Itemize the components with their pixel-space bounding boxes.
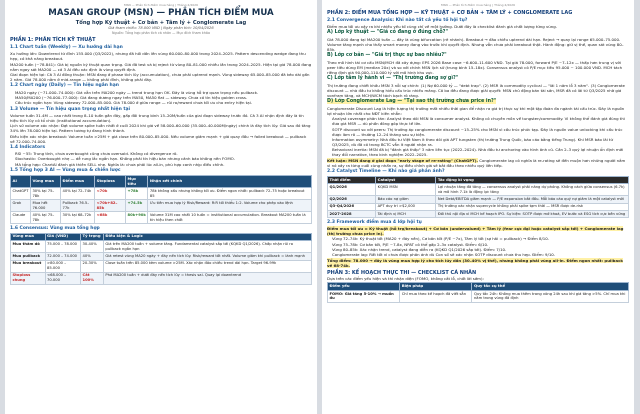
table-cell: Close tuần trên 85.000 kèm volume >25M. Xác nhận đảo chiều trend dài hạn. Target 96-99k bbox=[103, 260, 311, 272]
consensus-table bbox=[10, 233, 312, 285]
table-row bbox=[11, 200, 312, 212]
table-header-cell: Điều kiện & Logic bbox=[103, 233, 311, 240]
bullet-item: MA tổng hợp: ChartAI đánh giá thiên SELL nhẹ. Nghĩa là: chưa phải lúc all-in, phù hợp canh nhịp điều chỉnh. bbox=[15, 161, 225, 167]
table-header-cell: Giá (VND) bbox=[45, 233, 80, 240]
table-header-cell: Điểm yếu bbox=[328, 283, 400, 290]
table-header-cell: AI bbox=[11, 175, 31, 187]
table-header-cell: Vùng mua bbox=[11, 233, 46, 240]
paragraph: Giai đoạn hiện tại: Cả 3 AI đồng thuận: MSN đang ở phase tích lũy (accumulation), chưa phải uptrend mạnh. Vùng sideway 65.000–85.000 đã kéo dài gần 2 năm. Giá 78.000 nằm ở mid-range — không phải đỉnh, không phải đáy. bbox=[10, 71, 310, 82]
document-title: MASAN GROUP (MSN) — PHÂN TÍCH ĐIỂM MUA bbox=[48, 7, 274, 18]
table-cell: <68k bbox=[95, 212, 126, 224]
paragraph: Giá 78.000 đang tại MA200 tuần — đây là vùng bifurcation (rẽ nhánh). Breakout → đảo chiều uptrend dài hạn. Reject → quay lại range 65.000–75.000. Volume tăng mạnh cho thấy smart money đang vào trước khi quyết định. Nhưng vẫn chưa phải breakout thật. Hành động: giữ vị thế, quan sát vùng 80–85k. bbox=[327, 36, 624, 52]
table-cell: Mua hết 76.000 bbox=[30, 200, 60, 212]
ai-summary-table bbox=[10, 175, 312, 225]
document-meta: Giá tham chiếu: 78.000 VND | Ngày phân tích: 10/04/2026 bbox=[108, 26, 214, 31]
table-cell: Giá trên MA200 tuần + volume tăng. Fundamental catalyst sắp tới (KQKD Q1/2026). Chấp nhận rủi ro pullback ngắn hạn bbox=[103, 241, 311, 253]
table-row bbox=[328, 196, 629, 203]
subsection-heading: 2.2 Catalyst Timeline — Khi nào giá phản ánh? bbox=[327, 169, 445, 175]
table-cell: <68.000 – 70.000 bbox=[45, 272, 80, 284]
table-cell: Mua pullback bbox=[11, 253, 46, 260]
conclusion-paragraph bbox=[327, 158, 629, 168]
section-heading: PHẦN 2: ĐIỂM MUA TỔNG HỢP — KỸ THUẬT + CƠ BẢN + TÂM LÝ + CONGLOMERATE LAG bbox=[327, 9, 573, 16]
table-cell: Mua breakout bbox=[11, 260, 46, 272]
table-cell: 30-40% bbox=[81, 241, 104, 253]
table-header-row bbox=[11, 233, 312, 240]
paragraph: Điều kiện xác nhận breakout: Volume tuần >25M + giá close trên 80.000–85.000. Nếu volume giảm mạnh + giá quay đầu → failed breakout — pullback về 72.000–74.000. bbox=[10, 133, 307, 144]
bullet-item: MA20 ngày (~71.000–74.000): Giá vẫn trên MA200 ngày — trend trung hạn OK. Đây là vùng hỗ trợ quan trọng nếu pullback. bbox=[15, 89, 259, 95]
table-cell: Báo cáo nợ giảm bbox=[376, 196, 436, 203]
table-cell: Stoploss chung bbox=[11, 272, 46, 284]
table-cell: Volume 31M cao nhất 10 tuần = institutional accumulation. Breakout MA200 tuần là tín hiệu then chốt bbox=[148, 212, 312, 224]
document-subtitle: Tổng hợp Kỹ thuật + Cơ bản + Tâm lý + Conglomerate Lag bbox=[75, 19, 247, 26]
table-cell: 2027-2028 bbox=[328, 211, 376, 218]
table-cell: Giá retest vùng MA20 ngày + đáy nền tích lũy. Risk/reward tốt nhất. Volume giảm khi pullback = lành mạnh bbox=[103, 253, 311, 260]
table-cell: <70k+82–85k bbox=[95, 200, 126, 212]
table-cell: ChatGPT bbox=[11, 188, 31, 200]
table-cell: Cắt 100% bbox=[81, 272, 104, 284]
table-row bbox=[11, 272, 312, 284]
document-page-left bbox=[5, 0, 317, 414]
table-header-cell: Mục tiêu bbox=[126, 175, 148, 187]
table-row bbox=[328, 211, 629, 218]
table-row bbox=[11, 241, 312, 253]
table-cell: APT duy trì >$2,000 bbox=[376, 203, 436, 210]
table-cell: KQKD MSN bbox=[376, 184, 436, 196]
table-cell: Q2/2026 bbox=[328, 196, 376, 203]
table-cell: Tái định vị MCH bbox=[376, 211, 436, 218]
bullet-item: Behavioral inertia: MSN đã bị "đánh giá thấp" 3 năm liên tục (2022–2024). Nhà đầu tư anchoring vào hình ảnh cũ. Cần 2–3 quý lợi nhuận ổn định mới thay đổi narrative, theo kinh nghiệm 2022–2025. bbox=[332, 147, 624, 158]
bullet-item: MA50/MA200 (~76.000–77.000): Giá đang dương ngay trên MA50, MA50 flat — sideway. Chưa có tín hiệu golden cross. bbox=[15, 94, 248, 100]
paragraph: Conglomerate Discount Lag là hiện tượng thị trường mất nhiều thời gian để nhận ra giá trị thực sự khi một tập đoàn đa ngành tái cấu trúc. Đây là nguồn lợi nhuận lớn nhất cho NĐT kiên nhẫn: bbox=[327, 105, 625, 116]
subsection-heading: 1.6 Consensus: Vùng mua tổng hợp bbox=[10, 225, 100, 231]
table-row bbox=[11, 253, 312, 260]
table-header-cell: Tác động kì vọng bbox=[436, 176, 629, 183]
table-cell: 40% bbox=[81, 253, 104, 260]
table-header-cell: Thời điểm bbox=[328, 176, 376, 183]
table-cell: 72.000 – 74.000 bbox=[45, 253, 80, 260]
table-header-cell: Điểm mua bbox=[61, 175, 95, 187]
table-cell: Mua thăm dò bbox=[11, 241, 46, 253]
table-header-row bbox=[11, 175, 312, 187]
table-row bbox=[11, 188, 312, 200]
table-cell: Chỉ mua theo kế hoạch đã viết sẵn bbox=[400, 290, 472, 302]
bullet-item: Vùng 75–78k: Cơ bản tốt, P/E ~7-8x, NPAT có thể gấp 2–3x catalyst. Điểm: 6/10. bbox=[332, 241, 489, 247]
table-cell: +78k bbox=[126, 188, 148, 200]
table-header-cell: Tỷ trọng bbox=[81, 233, 104, 240]
table-row bbox=[328, 184, 629, 196]
bullet-item: Vùng 72–74k: Kỹ thuật tốt (MA20 + đáy nền), Cơ bản tốt (P/E ~7x), Tâm lý tốt (sợ hãi = pullback) → Điểm 8/10. bbox=[332, 236, 549, 242]
paragraph: Volume tuần 31.4M — cao nhất trong 8–10 tuần gần đây, gấp đôi trung bình 15–20M/tuần của giai đoạn sideway trước đó. Cả 3 AI nhận định đây là tín hiệu tích lũy có tổ chức (institutional accumulation). bbox=[10, 112, 304, 123]
table-cell: Net Debt/EBITDA giảm mạnh — P/E expansion bắt đầu. Mỗi báo cáo quý nợ giảm là một catalyst mới bbox=[436, 196, 629, 203]
table-cell: Claude bbox=[11, 212, 31, 224]
layer-heading: A) Lớp kỹ thuật — "Giá có đang ở đúng chỗ?" bbox=[327, 30, 448, 36]
table-cell: Ưu tiên mua hợp lý Risk/Reward: R:R tối thiểu 1:2. Volume cho phép vào lệnh bbox=[148, 200, 312, 212]
paragraph: Thị trường đang chiết khấu MSN 3 nỗi sợ chính: (1) Nợ 60.000 tỷ — "debt trap". (2) MSR là commodity cyclical — "lãi 1 năm lỗ 3 năm". (3) Conglomerate discount — nhà đầu tư không hiểu cấu trúc nhiều mảng. Cả ba đều đang được giải quyết: MSN chủ động bán tài sản, MSR đã có lãi từ Q3/2025 nhờ giá vonfram tăng, và MCH/WCM tách bạch rõ ràng. bbox=[327, 82, 625, 98]
paragraph: MA200 tuần (~78.841): Giá bị nguồn kỹ thuật quan trọng. Giá đã test và bị reject từ vùng 80–81.000 nhiều lần trong 2024–2025. Hiện tại giá 78.000 đang nằm ngay sát MA200 — cả 3 AI đều xác định là vùng quyết định. bbox=[10, 61, 312, 72]
table-row bbox=[328, 290, 629, 302]
section-heading: PHẦN 1: PHÂN TÍCH KỸ THUẬT bbox=[10, 37, 96, 44]
framework-summary bbox=[327, 226, 629, 236]
table-cell: Q1/2026 bbox=[328, 184, 376, 196]
table-header-cell: Stoploss bbox=[95, 175, 126, 187]
table-cell: 20-30% bbox=[81, 260, 104, 272]
bullet-item: RSI ~55: Trung tính, chưa overbought cũng chưa oversold. Không có divergence rõ. bbox=[15, 151, 178, 157]
layer-heading: C) Lớp tâm lý hành vi — "Thị trường đang sợ gì?" bbox=[327, 76, 459, 82]
layer-heading bbox=[327, 99, 629, 105]
table-header-cell: Vùng mua bbox=[30, 175, 60, 187]
table-cell: Pullback 76.5–77k bbox=[61, 200, 95, 212]
page-header: MSN — Phân tích điểm mua hàng | Tháng 4/2026 bbox=[124, 3, 198, 7]
table-cell: Đối thủ nội địa vì MCH kế hoạch IPO. Sự kiện: SOTP được mở khoá, EV bước và ESG tích cực bền vững bbox=[436, 211, 629, 218]
table-cell: 78k không xấu nhưng không tối ưu. Điểm ngon nhất: pullback 72–75 hoặc breakout 85 bbox=[148, 188, 312, 200]
layer-heading: B) Lớp cơ bản — "Giá trị thực sự bao nhiêu?" bbox=[327, 53, 447, 59]
bullet-item: Conglomerate lag: Rất tốt vì chưa được phản ánh dù Con số sẽ xác nhận SOTP discount chưa thu hẹp. Điểm: 9/10. bbox=[332, 252, 556, 258]
table-cell: >80.000 – 85.000 bbox=[45, 260, 80, 272]
bullet-item: SOTP discount so với peers: Thị trường áp conglomerate discount ~15–25% cho MSN vì cấu trúc phức tạp. Đây là nguồn value unlocking khi cấu trúc được làm rõ — thường 12–24 tháng sau sự kiện. bbox=[332, 126, 623, 137]
highlighted-heading: D) Lớp Conglomerate Lag — "Tại sao thị trường chưa price in?" bbox=[327, 99, 497, 105]
table-header-cell: Quy tắc cụ thể bbox=[472, 283, 629, 290]
table-cell: 40% tại 75–78k bbox=[30, 212, 60, 224]
framework-formula: Điểm mua tối ưu = Kỹ thuật (hỗ trợ/breakout) + Cơ bản (undervalued) + Tâm lý (fear cực đại hoặc catalyst sắp tới) + Conglomerate lag (thị trường chưa price in). bbox=[327, 225, 624, 236]
table-cell: Lợi nhuận tăng đã tăng — consensus analyst phải nâng dự phóng. Không cách giữa consensus (6.7k) và mô hình 7.1k là động lực tăng bbox=[436, 184, 629, 196]
table-header-cell: Nhận xét chính bbox=[148, 175, 312, 187]
paragraph: Lịch sử volume xác nhận: Đợt volume spike tuần nhất ở cuối 2024 khi giá về 58.000–60.000 (35.000–40.000M/ngày) chính là đáy tích lũy. Giá sau đó tăng 34% lên 78.000 hiện tại. Pattern tương tự đang hình thành. bbox=[10, 123, 311, 134]
table-cell: <70k bbox=[95, 188, 126, 200]
table-header-row bbox=[328, 176, 629, 183]
checklist-table bbox=[327, 282, 629, 303]
document-page-right bbox=[322, 0, 634, 414]
table-cell: +74.5k bbox=[126, 200, 148, 212]
table-cell: FOMO: Giá tăng 5-10% → muốn đu bbox=[328, 290, 400, 302]
subsection-heading: 1.4 Indicators bbox=[10, 145, 46, 151]
bullet-item: Vùng 80–85k: Xác nhận trend, catalyst đang diễn ra (KQKD Q1/2026 sắp tới). Điểm: 7/10. bbox=[332, 246, 507, 252]
paragraph: Theo mô hình tái cơ cấu MSN/MCH đã xây dựng: EPS 2026 Base case ~6.600–11.600 VND. Tại giá 78.000, forward P/E ~7–12x — thấp hơn trung vị với peer tiêu dùng EM (median 20x) và so với chính MSN lịch sử (trung bình 15–18x). Consensus analyst có P/E mục tiêu 95.000 ~ 100.000 VND. MCH tách riêng định giá 90.000–110.000 tỷ với mô hình khu vực. bbox=[327, 59, 623, 75]
bullet-item: Stochastic: Overbought nhẹ — dễ rung lắc ngắn hạn. Không phải tín hiệu bán nhưng cảnh báo không nên FOMO. bbox=[15, 156, 235, 162]
bullet-item: Information asymmetry: Nhà đầu tư Việt Nam ít theo dõi giá APT tungsten (thị trường Trung Quốc, báo cáo bằng tiếng Trung). Khi MSR báo lãi từ Q3/2025, dù đã có trong BCTC vẫn ít người nhận ra. bbox=[332, 136, 613, 147]
subsection-heading: 2.3 Framework điểm mua 4 lớp hội tụ bbox=[327, 219, 422, 225]
page-header: MSN — Phân tích điểm mua hàng | Tháng 4/2026 bbox=[441, 3, 515, 7]
table-row bbox=[328, 203, 629, 210]
paragraph: Xu hướng lớn: Downtrend từ đỉnh 155.000 (Q3/2022), nhưng đã hồi dần lên vùng 60.000–80.000 trong 2024–2025. Pattern descending wedge đang thu hẹp, có khả năng breakout. bbox=[10, 51, 306, 62]
table-cell: Q3-Q4/2026 bbox=[328, 203, 376, 210]
conclusion-text: Conglomerate lag có nghĩa là re-rating sẽ đến muộn hơn những người nắm vì nó xảy ra từng cuối cùng nhấn ra, sự điều chỉnh giá sẽ bắt đầu theo nhiều quý liên tiếp. bbox=[327, 157, 626, 168]
score-summary bbox=[327, 258, 629, 268]
table-cell: Quy tắc 24h: Không mua thêm trong vòng 24h sau khi giá tăng >5%. Chỉ mua khi nằm trong vùng đã định bbox=[472, 290, 629, 302]
bullet-item: Cấu trúc ngắn hạn: Vùng sideway 72.000–85.000. Giá 78.000 ở giữa range — rủi ro/reward chưa tối ưu cho entry hiện tại. bbox=[15, 100, 252, 106]
bullet-item: Analyst coverage phân tán: Analyst theo dõi MSN là consumer analyst. Không có chuyên môn về tungsten/commodity. Vì không thể đánh giá đúng thì đưa giá MSR — dù phần đóng góp thực tế lớn. bbox=[332, 116, 625, 127]
document-source: Nguồn: Tổng hợp phân tích cá nhân — Mục đích tham khảo bbox=[112, 30, 210, 35]
subsection-heading: 1.1 Chart tuần (Weekly) — Xu hướng dài hạn bbox=[10, 45, 123, 51]
table-row bbox=[11, 260, 312, 272]
paragraph: Dựa trên các điểm yếu hiện và thì nhận diện (FOMO, không cắt lỗ, chốt lời sớm): bbox=[327, 276, 484, 282]
table-cell: 75.000 – 78.000 bbox=[45, 241, 80, 253]
catalyst-timeline-table bbox=[327, 176, 629, 219]
table-cell: 80k+90k bbox=[126, 212, 148, 224]
subsection-heading: 1.3 Volume — Tín hiệu quan trọng nhất hiện tại bbox=[10, 106, 131, 112]
table-cell: Grok bbox=[11, 200, 31, 212]
subsection-heading: 1.5 Tổng hợp 3 AI — Vùng mua & chiến lược bbox=[10, 168, 121, 174]
paragraph: Điểm mua tối ưu xảy ra khi nhiều yếu tố cùng chỉ về một hướng. Dưới đây là checklist đánh giá chất lượng từng vùng. bbox=[327, 23, 557, 29]
subsection-heading: 1.2 Chart ngày (Daily) — Tín hiệu ngắn hạn bbox=[10, 83, 120, 89]
score-summary-text: Tổng điểm: 78.000 → đây là vùng mua hợp lý cho tích lũy dần (30–40% vị thế), nhưng không phải vùng all-in. Điểm ngon nhất: pullback về 68-74k. bbox=[327, 257, 623, 268]
subsection-heading: 2.1 Convergence Analysis: Khi nào tất cả yếu tố hội tụ? bbox=[327, 17, 468, 23]
table-cell: 30% tại 68–72k bbox=[61, 212, 95, 224]
table-row bbox=[11, 212, 312, 224]
conclusion-highlight: Kết luận: MSN đang ở giai đoạn "early stage of re-rating" (ChatGPT). bbox=[327, 157, 478, 163]
table-header-cell: Biện pháp bbox=[400, 283, 472, 290]
section-heading: PHẦN 3: KẾ HOẠCH THỰC THI — CHECKLIST CÁ NHÂN bbox=[327, 269, 477, 276]
table-cell: Thị trường xác nhận supercycle không phải spike tạm thời — MSR được de-risk bbox=[436, 203, 629, 210]
table-header-cell: Catalyst bbox=[376, 176, 436, 183]
table-cell: 40% tại 72–74k bbox=[61, 188, 95, 200]
table-cell: 30% tại 75–78k bbox=[30, 188, 60, 200]
table-cell: Phá MA200 tuần + dưới đáy nền tích lũy = thesis sai. Quay lại downtrend bbox=[103, 272, 311, 284]
table-header-row bbox=[328, 283, 629, 290]
